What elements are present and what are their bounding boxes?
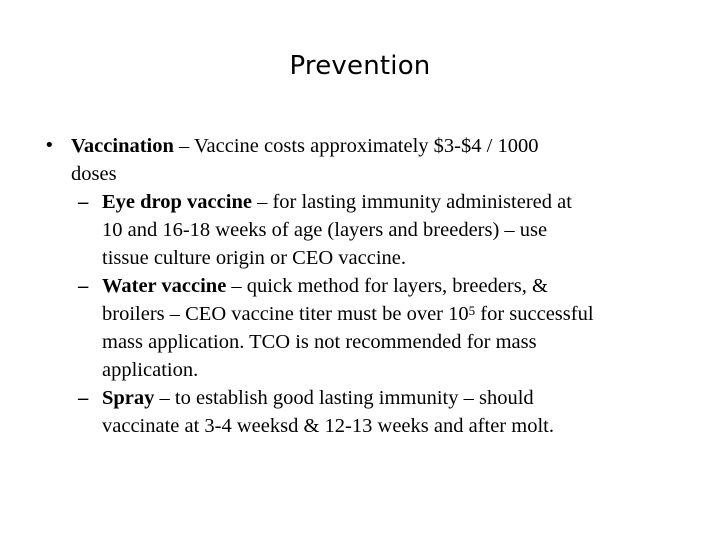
sub-bullet-text: broilers – CEO vaccine titer must be over 10 <box>102 303 469 325</box>
sub-bullet-line <box>102 384 682 412</box>
dash-icon: – <box>78 387 89 409</box>
sub-bullet-line <box>102 300 682 328</box>
sub-bullet-line: 10 and 16-18 weeks of age (layers and breeders) – use <box>102 219 548 241</box>
sub-bullet-text: – to establish good lasting immunity – should <box>154 387 534 409</box>
sub-bullet-eye-drop <box>78 188 682 272</box>
sub-bullet-line <box>102 188 682 216</box>
bullet-icon: • <box>44 135 55 156</box>
sub-bullet-line: vaccinate at 3-4 weeksd & 12-13 weeks and after molt. <box>102 415 554 437</box>
slide-title: Prevention <box>289 51 431 81</box>
sub-bullet-spray <box>78 384 682 440</box>
bullet-line <box>71 132 631 160</box>
sub-bullet-term: Spray <box>102 387 155 409</box>
bullet-term: Vaccination <box>71 135 174 157</box>
sub-bullet-term: Water vaccine <box>102 275 227 297</box>
dash-icon: – <box>78 275 89 297</box>
bullet-vaccination <box>44 132 631 188</box>
sub-bullet-text: – quick method for layers, breeders, & <box>226 275 548 297</box>
sub-bullet-text: for successful <box>475 303 594 325</box>
bullet-text: – Vaccine costs approximately $3-$4 / 1000 <box>173 135 539 157</box>
slide-body <box>0 132 720 440</box>
sub-bullet-text: – for lasting immunity administered at <box>251 191 572 213</box>
sub-bullet-line: mass application. TCO is not recommended for mass <box>102 331 537 353</box>
sub-bullet-line: application. <box>102 359 199 381</box>
sub-bullet-term: Eye drop vaccine <box>102 191 252 213</box>
sub-bullet-line <box>102 272 682 300</box>
dash-icon: – <box>78 191 89 213</box>
bullet-line: doses <box>71 163 117 185</box>
superscript-exponent: 5 <box>468 303 476 318</box>
sub-bullet-line: tissue culture origin or CEO vaccine. <box>102 247 406 269</box>
sub-bullet-water-vaccine <box>78 272 682 384</box>
